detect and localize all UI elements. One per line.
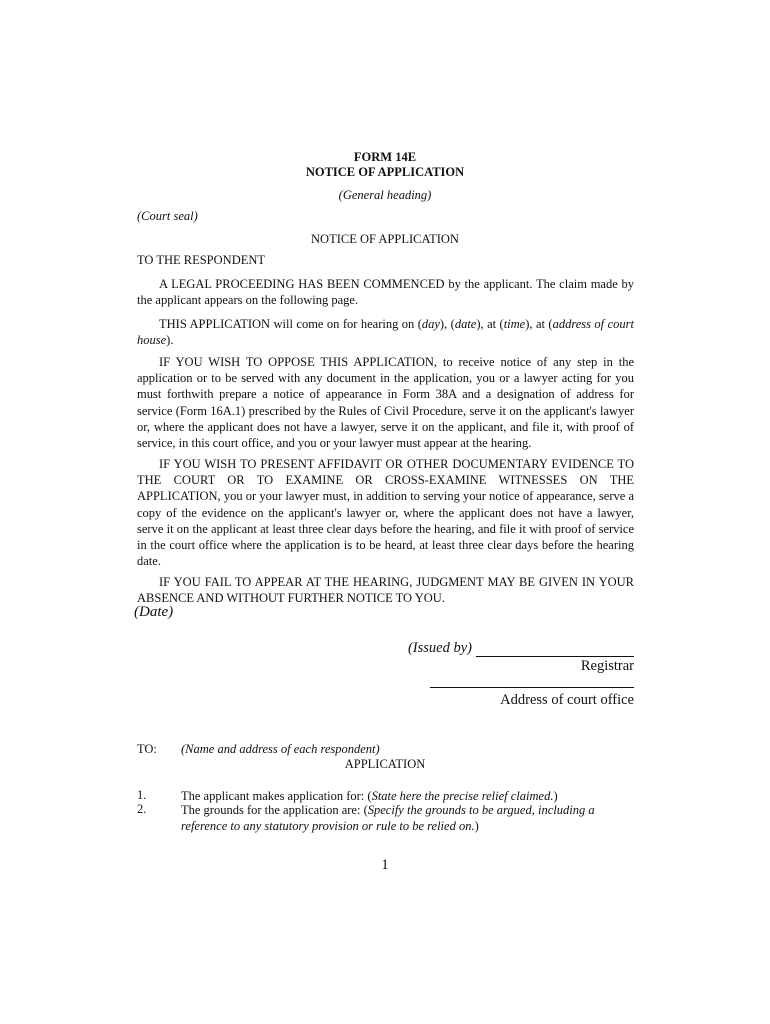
issued-by-signature-line [476, 643, 634, 657]
general-heading-text: (General heading) [338, 188, 432, 202]
item-text-c: ) [553, 789, 558, 803]
list-item [181, 802, 621, 834]
hearing-address: address of court house [137, 317, 634, 348]
hearing-text-e: ). [166, 333, 174, 348]
paragraph-fail-to-appear: IF YOU FAIL TO APPEAR AT THE HEARING, JUDGMENT MAY BE GIVEN IN YOUR ABSENCE AND WITHOUT FURTHER NOTICE TO YOU. [137, 575, 634, 606]
form-number: FORM 14E [353, 150, 417, 164]
item-text-a: The grounds for the application are: ( [181, 803, 368, 817]
hearing-text-c: ), at ( [476, 317, 504, 331]
to-label: TO: [137, 742, 157, 756]
to-value-text: (Name and address of each respondent) [181, 742, 380, 756]
hearing-text-d: ), at ( [525, 317, 553, 331]
list-item-number: 2. [137, 802, 147, 816]
address-signature-line [430, 687, 634, 688]
paragraph-commenced: A LEGAL PROCEEDING HAS BEEN COMMENCED by the applicant. The claim made by the applicant appears on the following page. [137, 277, 634, 308]
issued-by-row [408, 640, 634, 657]
hearing-text-b: ), ( [439, 317, 455, 331]
item-text-b: State here the precise relief claimed. [371, 789, 554, 803]
form-title: NOTICE OF APPLICATION [305, 165, 465, 179]
court-seal-text: (Court seal) [137, 209, 198, 223]
issued-by-label: (Issued by) [407, 640, 472, 656]
item-text-b: Specify the grounds to be argued, including a reference to any statutory provision or rule to be relied on. [181, 803, 595, 833]
court-seal [137, 209, 198, 224]
paragraph-hearing [137, 316, 634, 348]
notice-heading: NOTICE OF APPLICATION [311, 232, 459, 246]
to-respondent: TO THE RESPONDENT [137, 253, 266, 267]
item-text-a: The applicant makes application for: ( [181, 789, 372, 803]
address-label: Address of court office [500, 692, 634, 708]
to-value [181, 742, 380, 757]
paragraph-evidence: IF YOU WISH TO PRESENT AFFIDAVIT OR OTHER DOCUMENTARY EVIDENCE TO THE COURT OR TO EXAMINE OR CROSS-EXAMINE WITNESSES ON THE APPLICATION, you or your lawyer must, in addition to serving your notice of appearance, serve a copy of the evidence on the applicant's lawyer or, where the applicant does not have a lawyer, serve it on the applicant at least three clear days before the hearing, and file it with proof of service in the court office where the application is to be heard, at least three clear days before the hearing date. [137, 457, 634, 569]
page-number: 1 [381, 857, 389, 873]
date-label: (Date) [134, 604, 174, 620]
registrar-label: Registrar [580, 658, 634, 674]
application-heading: APPLICATION [344, 757, 426, 771]
hearing-text-a: THIS APPLICATION will come on for hearing on ( [159, 317, 422, 331]
hearing-date: date [454, 317, 477, 331]
paragraph-oppose: IF YOU WISH TO OPPOSE THIS APPLICATION, to receive notice of any step in the application or to be served with any document in the application, you or a lawyer acting for you must forthwith prepare a notice of appearance in Form 38A and a designation of address for service (Form 16A.1) prescribed by the Rules of Civil Procedure, serve it on the applicant's lawyer or, where the applicant does not have a lawyer, serve it on the applicant, and file it, with proof of service, in this court office, and you or your lawyer must appear at the hearing. [137, 355, 634, 451]
item-text-c: ) [474, 819, 479, 833]
hearing-day: day [421, 317, 440, 331]
general-heading [0, 188, 770, 203]
list-item-number: 1. [137, 788, 147, 802]
hearing-time: time [503, 317, 526, 331]
